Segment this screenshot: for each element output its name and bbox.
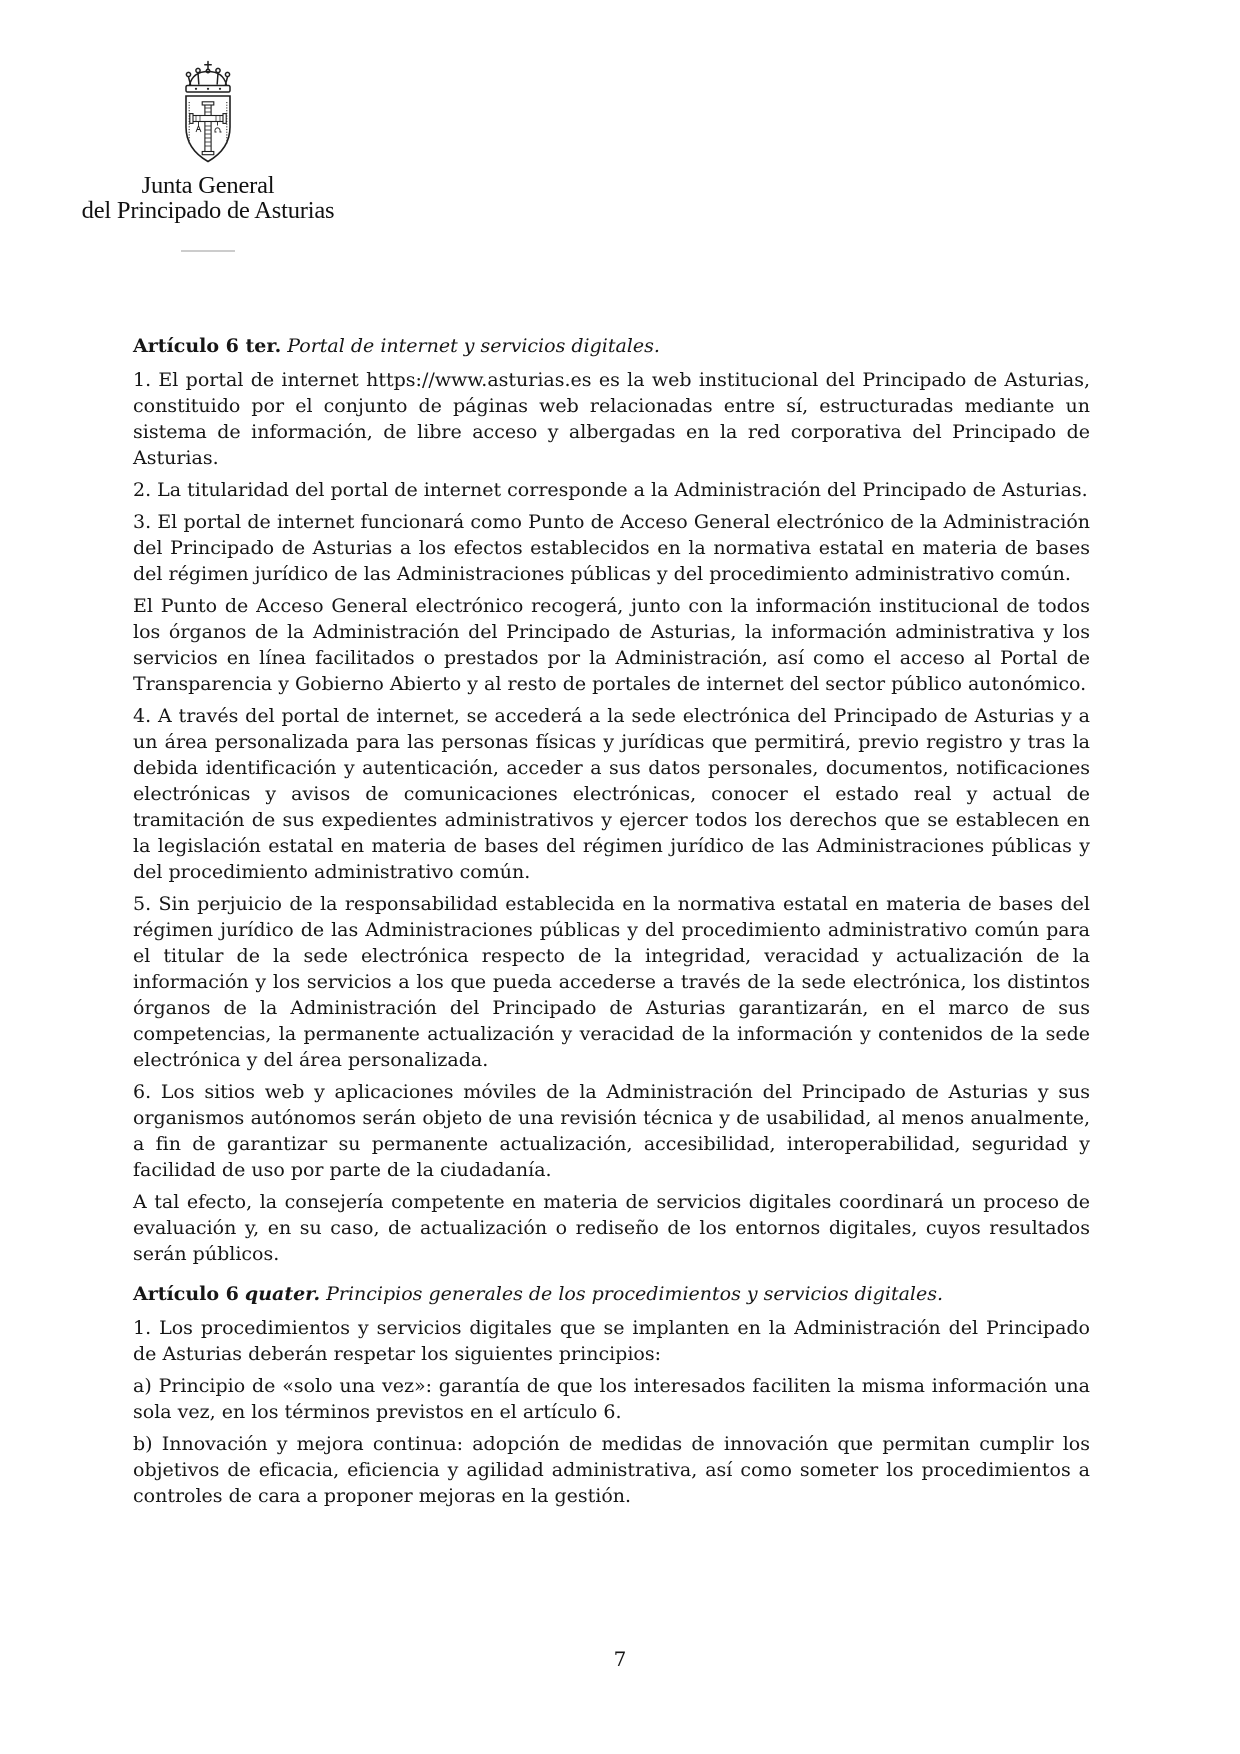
paragraph: El Punto de Acceso General electrónico recogerá, junto con la información institucional de todos los órganos de la Administración del Principado de Asturias, la información administrativa y los servicios en línea facilitados o prestados por la Administración, así como el acceso al Portal de Transparencia y Gobierno Abierto y al resto de portales de internet del sector público autonómico. — [133, 595, 1090, 695]
paragraph: 2. La titularidad del portal de internet corresponde a la Administración del Principado de Asturias. — [133, 479, 1088, 501]
paragraph: a) Principio de «solo una vez»: garantía de que los interesados faciliten la misma información una sola vez, en los términos previstos en el artículo 6. — [133, 1375, 1090, 1423]
article-number-latin: quater. — [244, 1283, 321, 1305]
paragraph: 6. Los sitios web y aplicaciones móviles de la Administración del Principado de Asturias y sus organismos autónomos serán objeto de una revisión técnica y de usabilidad, al menos anualmente, a fin de garantizar su permanente actualización, accesibilidad, interoperabilidad, seguridad y facilidad de uso por parte de la ciudadanía. — [133, 1081, 1090, 1181]
document-header — [78, 60, 338, 252]
paragraph: 3. El portal de internet funcionará como Punto de Acceso General electrónico de la Administración del Principado de Asturias a los efectos establecidos en la normativa estatal en materia de bases del régimen jurídico de las Administraciones públicas y del procedimiento administrativo común. — [133, 511, 1090, 585]
article-number: Artículo 6 — [133, 1283, 239, 1305]
page-footer — [0, 1646, 1240, 1672]
page-number: 7 — [613, 1647, 627, 1671]
org-name-line1: Junta General — [141, 172, 275, 199]
org-name — [78, 173, 338, 223]
heading-articulo-6-ter — [133, 333, 1090, 359]
header-divider — [181, 250, 235, 252]
org-name-line2: del Principado de Asturias — [81, 197, 335, 224]
article-title: Principios generales de los procedimientos y servicios digitales. — [326, 1283, 944, 1305]
paragraph: 5. Sin perjuicio de la responsabilidad establecida en la normativa estatal en materia de bases del régimen jurídico de las Administraciones públicas y del procedimiento administrativo común para el titular de la sede electrónica respecto de la integridad, veracidad y actualización de la información y los servicios a los que pueda accederse a través de la sede electrónica, los distintos órganos de la Administración del Principado de Asturias garantizarán, en el marco de sus competencias, la permanente actualización y veracidad de la información y contenidos de la sede electrónica y del área personalizada. — [133, 893, 1090, 1071]
document-body — [133, 333, 1090, 1515]
article-number: Artículo 6 ter. — [133, 335, 282, 357]
asturias-coat-of-arms-icon — [177, 60, 239, 164]
paragraph: A tal efecto, la consejería competente en materia de servicios digitales coordinará un proceso de evaluación y, en su caso, de actualización o rediseño de los entornos digitales, cuyos resultados serán públicos. — [133, 1191, 1090, 1265]
paragraph: 1. Los procedimientos y servicios digitales que se implanten en la Administración del Principado de Asturias deberán respetar los siguientes principios: — [133, 1317, 1090, 1365]
paragraph: 4. A través del portal de internet, se accederá a la sede electrónica del Principado de Asturias y a un área personalizada para las personas físicas y jurídicas que permitirá, previo registro y tras la debida identificación y autenticación, acceder a sus datos personales, documentos, notificaciones electrónicas y avisos de comunicaciones electrónicas, conocer el estado real y actual de tramitación de sus expedientes administrativos y ejercer todos los derechos que se establecen en la legislación estatal en materia de bases del régimen jurídico de las Administraciones públicas y del procedimiento administrativo común. — [133, 705, 1090, 883]
paragraph: b) Innovación y mejora continua: adopción de medidas de innovación que permitan cumplir los objetivos de eficacia, eficiencia y agilidad administrativa, así como someter los procedimientos a controles de cara a proponer mejoras en la gestión. — [133, 1433, 1090, 1507]
heading-articulo-6-quater — [133, 1281, 1090, 1307]
article-title: Portal de internet y servicios digitales. — [287, 335, 660, 357]
paragraph: 1. El portal de internet https://www.asturias.es es la web institucional del Principado de Asturias, constituido por el conjunto de páginas web relacionadas entre sí, estructuradas mediante un sistema de información, de libre acceso y albergadas en la red corporativa del Principado de Asturias. — [133, 369, 1090, 469]
